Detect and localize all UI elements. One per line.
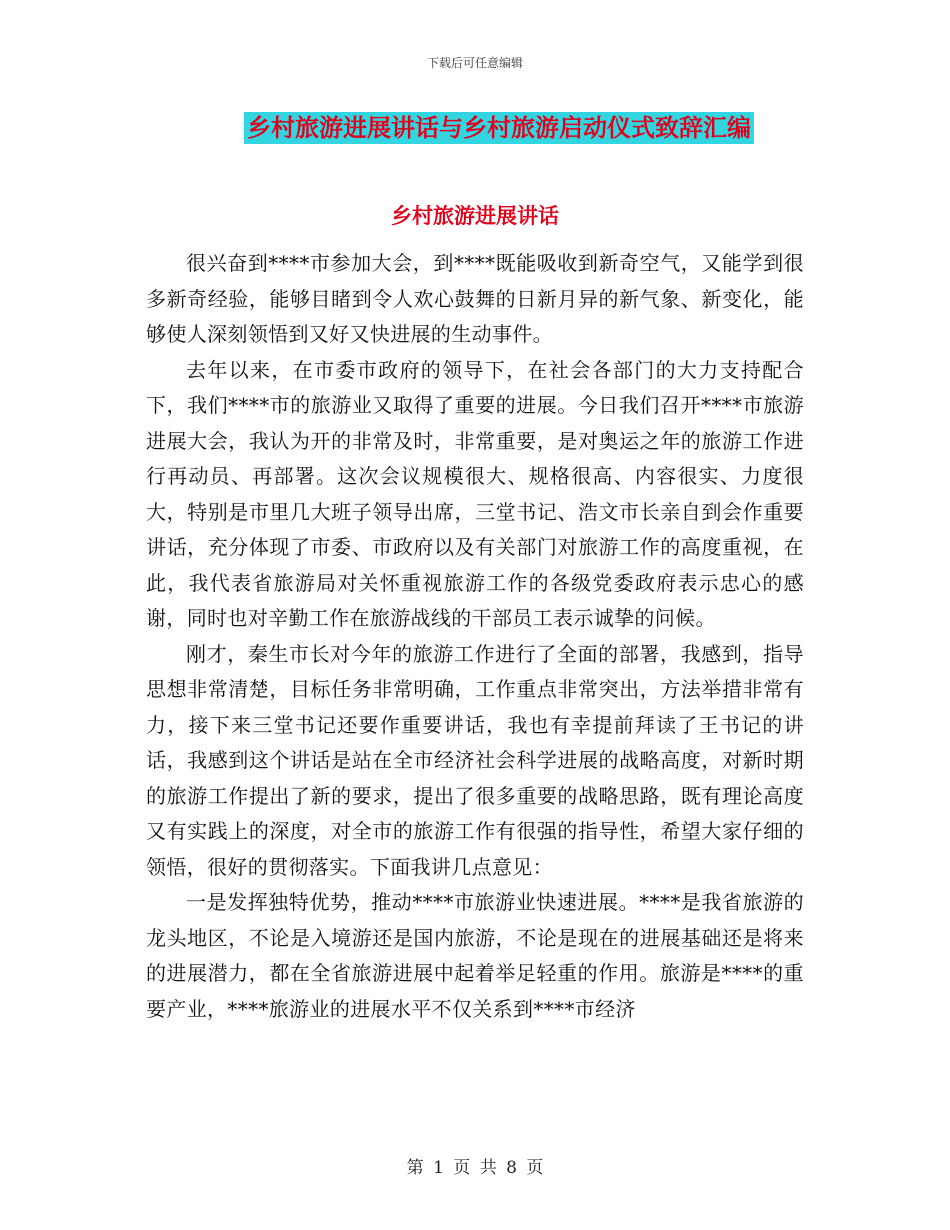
paragraph: 一是发挥独特优势，推动****市旅游业快速进展。****是我省旅游的龙头地区，不论是入境游还是国内旅游，不论是现在的进展基础还是将来的进展潜力，都在全省旅游进展中起着举足轻重的作用。旅游是****的重要产业，****旅游业的进展水平不仅关系到****市经济	[146, 890, 804, 1021]
page-number-footer: 第 1 页 共 8 页	[406, 1158, 544, 1178]
header-note: 下载后可任意编辑	[426, 56, 523, 70]
document-title: 乡村旅游进展讲话与乡村旅游启动仪式致辞汇编	[244, 112, 754, 144]
body-text	[146, 246, 804, 1027]
document-title-wrap	[0, 112, 950, 144]
paragraph: 去年以来，在市委市政府的领导下，在社会各部门的大力支持配合下，我们****市的旅游业又取得了重要的进展。今日我们召开****市旅游进展大会，我认为开的非常及时，非常重要，是对奥运之年的旅游工作进行再动员、再部署。这次会议规模很大、规格很高、内容很实、力度很大，特别是市里几大班子领导出席，三堂书记、浩文市长亲自到会作重要讲话，充分体现了市委、市政府以及有关部门对旅游工作的高度重视，在此，我代表省旅游局对关怀重视旅游工作的各级党委政府表示忠心的感谢，同时也对辛勤工作在旅游战线的干部员工表示诚挚的问候。	[146, 357, 804, 630]
paragraph: 刚才，秦生市长对今年的旅游工作进行了全面的部署，我感到，指导思想非常清楚，目标任务非常明确，工作重点非常突出，方法举措非常有力，接下来三堂书记还要作重要讲话，我也有幸提前拜读了王书记的讲话，我感到这个讲话是站在全市经济社会科学进展的战略高度，对新时期的旅游工作提出了新的要求，提出了很多重要的战略思路，既有理论高度又有实践上的深度，对全市的旅游工作有很强的指导性，希望大家仔细的领悟，很好的贯彻落实。下面我讲几点意见：	[146, 641, 804, 879]
section-title: 乡村旅游进展讲话	[391, 204, 559, 228]
paragraph: 很兴奋到****市参加大会，到****既能吸收到新奇空气，又能学到很多新奇经验，能够目睹到令人欢心鼓舞的日新月异的新气象、新变化，能够使人深刻领悟到又好又快进展的生动事件。	[146, 251, 804, 346]
